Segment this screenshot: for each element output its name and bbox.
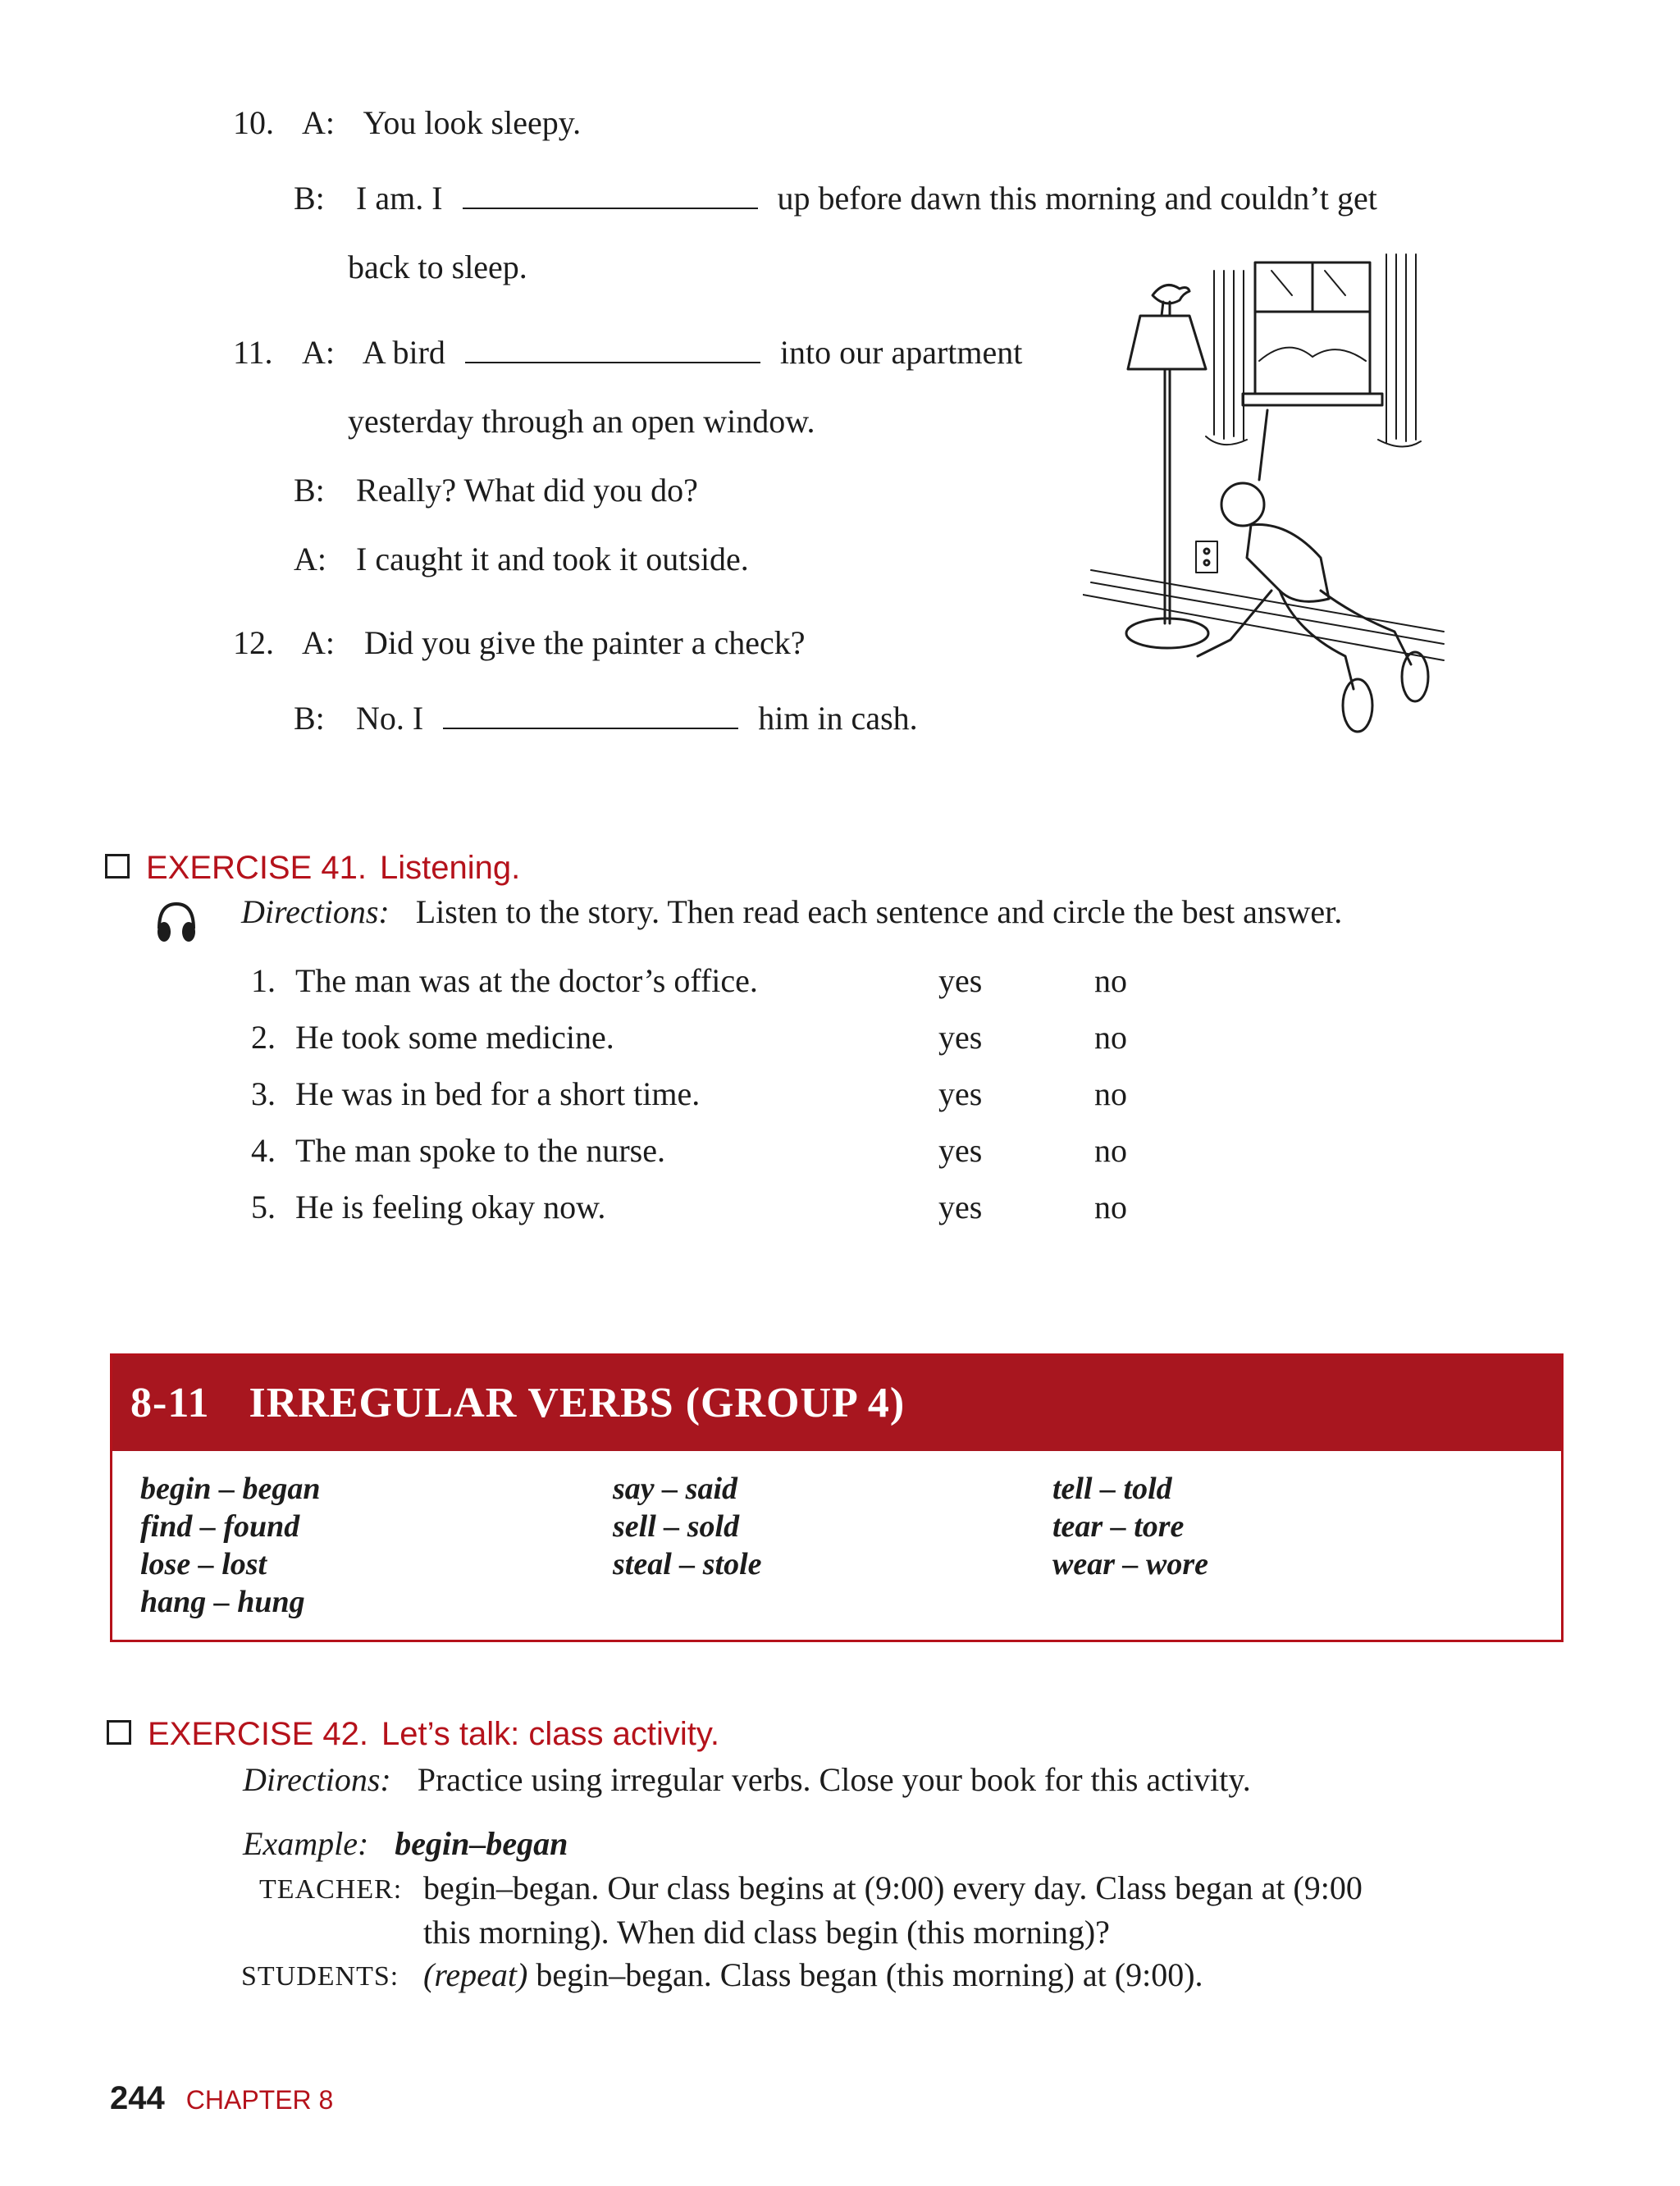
speaker-label: B: (294, 472, 325, 509)
headphones-icon (153, 897, 200, 945)
person-body-icon (1247, 525, 1329, 602)
item-12-b-line (294, 702, 918, 735)
item-11-a-continuation: yesterday through an open window. (348, 403, 815, 440)
page-footer (110, 2080, 333, 2117)
no-option[interactable]: no (1094, 1019, 1127, 1056)
item-number: 5. (251, 1189, 276, 1225)
example-line (243, 1825, 568, 1862)
dialogue-text: You look sleepy. (363, 104, 582, 141)
directions-label: Directions: (243, 1761, 391, 1798)
dialogue-text: up before dawn this morning and couldn’t get (777, 180, 1377, 217)
item-text: He was in bed for a short time. (295, 1075, 701, 1112)
verb-pair: tear – tore (1052, 1509, 1185, 1544)
exercise-checkbox[interactable] (107, 1720, 131, 1745)
directions-text: Practice using irregular verbs. Close your book for this activity. (417, 1761, 1251, 1798)
speaker-role: TEACHER: (259, 1874, 403, 1905)
item-text: He is feeling okay now. (295, 1189, 606, 1225)
repeat-cue: (repeat) (423, 1956, 528, 1993)
dialogue-text: No. I (356, 700, 424, 737)
illustration-bird-window (1083, 246, 1493, 779)
speaker-label: A: (294, 541, 326, 577)
dialogue-text: Did you give the painter a check? (364, 624, 806, 661)
speaker-label: A: (302, 624, 335, 661)
verb-pair: tell – told (1052, 1472, 1172, 1506)
dialogue-text: I caught it and took it outside. (356, 541, 749, 577)
item-number: 11. (233, 334, 273, 371)
list-item (251, 1134, 665, 1167)
students-text: begin–began. Class began (this morning) at (9:00). (527, 1956, 1203, 1993)
item-10-a-line (233, 104, 582, 141)
exercise-checkbox[interactable] (105, 854, 130, 879)
yes-option[interactable]: yes (938, 1189, 983, 1225)
item-11-b-line (294, 474, 698, 507)
speaker-label: B: (294, 700, 325, 737)
dialogue-text: A bird (362, 334, 445, 371)
no-option[interactable]: no (1094, 1189, 1127, 1225)
chart-title-bar (112, 1356, 1561, 1451)
item-11-a2-line (294, 543, 749, 576)
exercise-label: EXERCISE 42. (148, 1716, 369, 1752)
yes-option[interactable]: yes (938, 1075, 983, 1112)
answer-blank[interactable] (443, 726, 738, 729)
item-text: The man spoke to the nurse. (295, 1132, 665, 1169)
item-12-a-line (233, 624, 806, 661)
page-number: 244 (110, 2080, 165, 2116)
item-number: 12. (233, 624, 274, 661)
example-verb: begin–began (395, 1825, 568, 1862)
exercise-title: Listening. (380, 850, 521, 886)
person-head-icon (1221, 483, 1264, 526)
speaker-label: A: (302, 334, 335, 371)
example-label: Example: (243, 1825, 369, 1862)
directions-label: Directions: (241, 893, 390, 930)
item-number: 1. (251, 962, 276, 999)
verb-pair: say – said (613, 1472, 737, 1506)
answer-blank[interactable] (465, 360, 760, 363)
verb-pair: begin – began (140, 1472, 321, 1506)
no-option[interactable]: no (1094, 1075, 1127, 1112)
teacher-line-2: this morning). When did class begin (this morning)? (423, 1914, 1110, 1951)
exercise-41-directions (241, 893, 1343, 930)
dialogue-text: I am. I (356, 180, 443, 217)
yes-option[interactable]: yes (938, 1019, 983, 1056)
exercise-42-directions (243, 1761, 1251, 1798)
chapter-label: CHAPTER 8 (185, 2085, 334, 2115)
item-number: 2. (251, 1019, 276, 1056)
verb-pair: wear – wore (1052, 1547, 1208, 1581)
exercise-41-heading (105, 850, 520, 887)
teacher-label (259, 1873, 402, 1906)
students-line (423, 1956, 1203, 1993)
no-option[interactable]: no (1094, 962, 1127, 999)
grammar-chart-irregular-verbs (110, 1353, 1564, 1642)
exercise-label: EXERCISE 41. (146, 850, 368, 886)
dialogue-text: into our apartment (779, 334, 1023, 371)
item-text: He took some medicine. (295, 1019, 614, 1056)
exercise-42-heading (107, 1716, 719, 1753)
no-option[interactable]: no (1094, 1132, 1127, 1169)
list-item (251, 1191, 605, 1224)
dialogue-text: him in cash. (758, 700, 918, 737)
item-10-b-continuation: back to sleep. (348, 249, 527, 285)
yes-option[interactable]: yes (938, 962, 983, 999)
chart-heading: IRREGULAR VERBS (GROUP 4) (249, 1380, 906, 1426)
teacher-line-1: begin–began. Our class begins at (9:00) every day. Class began at (9:00 (423, 1869, 1363, 1906)
speaker-label: A: (302, 104, 335, 141)
verb-pair: hang – hung (140, 1585, 305, 1619)
item-number: 3. (251, 1075, 276, 1112)
bird-icon (1153, 285, 1189, 303)
speaker-role: STUDENTS: (241, 1961, 399, 1992)
exercise-title: Let’s talk: class activity. (381, 1716, 720, 1752)
chart-number: 8-11 (130, 1380, 210, 1426)
item-number: 4. (251, 1132, 276, 1169)
chart-title (130, 1379, 905, 1427)
item-10-b-line (294, 182, 1377, 215)
list-item (251, 1021, 614, 1054)
verb-pair: find – found (140, 1509, 300, 1544)
verb-pair: steal – stole (613, 1547, 762, 1581)
speaker-label: B: (294, 180, 325, 217)
verb-pair: sell – sold (613, 1509, 740, 1544)
list-item (251, 962, 758, 999)
item-11-a-line (233, 336, 1022, 369)
directions-text: Listen to the story. Then read each sentence and circle the best answer. (415, 893, 1343, 930)
students-label (241, 1960, 399, 1993)
verb-pair: lose – lost (140, 1547, 267, 1581)
item-text: The man was at the doctor’s office. (295, 962, 758, 999)
answer-blank[interactable] (463, 206, 758, 209)
item-number: 10. (233, 104, 274, 141)
dialogue-text: Really? What did you do? (356, 472, 698, 509)
list-item (251, 1075, 701, 1112)
lamp-icon (1128, 316, 1206, 369)
yes-option[interactable]: yes (938, 1132, 983, 1169)
